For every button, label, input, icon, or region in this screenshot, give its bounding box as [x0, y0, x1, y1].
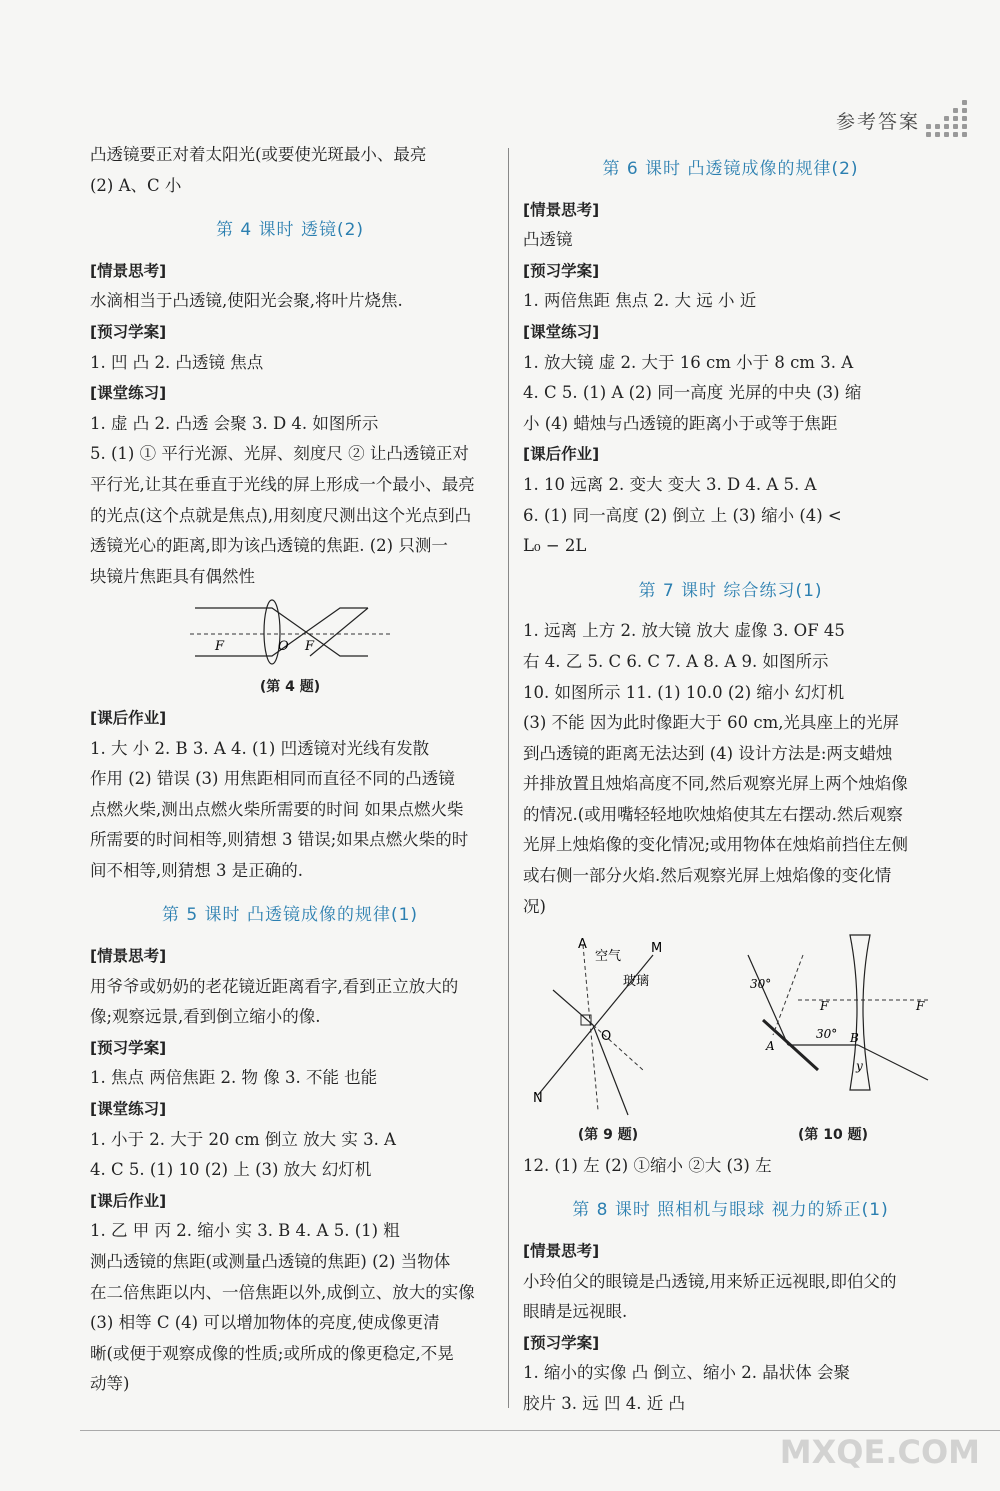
- answer-line: 并排放置且烛焰高度不同,然后观察光屏上两个烛焰像: [523, 774, 908, 794]
- section-heading: [预习学案]: [523, 261, 600, 280]
- lesson-title: 第 8 课时 照相机与眼球 视力的矫正(1): [572, 1200, 889, 1221]
- answer-line: 间不相等,则猜想 3 是正确的.: [90, 860, 303, 880]
- answer-line: 1. 远离 上方 2. 放大镜 放大 虚像 3. OF 45: [523, 621, 845, 641]
- answer-line: 动等): [90, 1374, 130, 1394]
- answer-line: L₀ − 2L: [523, 536, 587, 556]
- fig10-label-f1: F: [820, 999, 829, 1014]
- answer-line: (2) A、C 小: [90, 175, 182, 195]
- lesson-title: 第 6 课时 凸透镜成像的规律(2): [602, 159, 859, 179]
- section-heading: [预习学案]: [523, 1333, 600, 1352]
- section-heading: [情景思考]: [90, 947, 167, 966]
- column-divider: [508, 148, 509, 1408]
- answer-line: 胶片 3. 远 凹 4. 近 凸: [523, 1394, 685, 1413]
- fig10-label-angle2: 30°: [816, 1027, 838, 1042]
- answer-line: 的情况.(或用嘴轻轻地吹烛焰使其左右摆动.然后观察: [523, 804, 903, 824]
- answer-line: 像;观察远景,看到倒立缩小的像.: [90, 1007, 321, 1027]
- fig9-label-a: A: [578, 937, 587, 953]
- section-heading: [情景思考]: [523, 1242, 600, 1261]
- fig10-label-y: y: [856, 1059, 863, 1074]
- figure-10-caption: (第 10 题): [797, 1127, 869, 1144]
- fig9-label-m: M: [651, 941, 663, 957]
- section-heading: [课堂练习]: [90, 384, 167, 403]
- answer-line: 块镜片焦距具有偶然性: [90, 566, 255, 586]
- answer-line: 到凸透镜的距离无法达到 (4) 设计方法是:两支蜡烛: [523, 743, 893, 763]
- answer-line: (3) 相等 C (4) 可以增加物体的亮度,使成像更清: [90, 1313, 440, 1333]
- answer-line: 的光点(这个点就是焦点),用刻度尺测出这个光点到凸: [90, 505, 472, 525]
- answer-line: 右 4. 乙 5. C 6. C 7. A 8. A 9. 如图所示: [523, 651, 829, 671]
- answer-line: 晰(或便于观察成像的性质;或所成的像更稳定,不晃: [90, 1343, 454, 1363]
- lesson-title: 第 5 课时 凸透镜成像的规律(1): [161, 905, 419, 926]
- fig9-label-n: N: [533, 1091, 543, 1107]
- bottom-rule: [80, 1430, 1000, 1431]
- fig10-label-a: A: [766, 1039, 775, 1054]
- answer-line: 小 (4) 蜡烛与凸透镜的距离小于或等于焦距: [523, 413, 838, 433]
- section-heading: [情景思考]: [90, 261, 167, 280]
- answer-line: 光屏上烛焰像的变化情况;或用物体在烛焰前挡住左侧: [523, 835, 909, 855]
- figure-caption: (第 4 题): [259, 679, 321, 696]
- watermark: MXQE.COM: [779, 1433, 980, 1471]
- answer-line: 眼睛是远视眼.: [523, 1302, 628, 1322]
- left-column: [90, 140, 490, 1400]
- fig9-label-air: 空气: [595, 949, 622, 965]
- figure-10: [728, 930, 938, 1151]
- answer-line: 5. (1) ① 平行光源、光屏、刻度尺 ② 让凸透镜正对: [90, 444, 469, 464]
- fig10-label-f2: F: [916, 999, 925, 1014]
- answer-line: 点燃火柴,测出点燃火柴所需要的时间 如果点燃火柴: [90, 799, 464, 819]
- answer-line: 1. 焦点 两倍焦距 2. 物 像 3. 不能 也能: [90, 1068, 378, 1088]
- answer-line: 1. 乙 甲 丙 2. 缩小 实 3. B 4. A 5. (1) 粗: [90, 1221, 400, 1241]
- figure-10-mirror-lens-diagram: [728, 930, 938, 1120]
- fig4-label-f1: F: [215, 639, 225, 655]
- answer-line: 凸透镜要正对着太阳光(或要使光斑最小、最亮: [90, 145, 427, 164]
- figure-9-caption: (第 9 题): [577, 1127, 639, 1144]
- fig10-label-angle1: 30°: [750, 977, 772, 992]
- section-heading: [预习学案]: [90, 1038, 167, 1057]
- right-column: [523, 140, 938, 1420]
- answer-line: (3) 不能 因为此时像距大于 60 cm,光具座上的光屏: [523, 713, 899, 733]
- answer-line: 况): [523, 896, 546, 916]
- section-heading: [课后作业]: [90, 708, 167, 727]
- answer-line: 在二倍焦距以内、一倍焦距以外,成倒立、放大的实像: [90, 1282, 475, 1302]
- dots-decoration-icon: [926, 100, 972, 140]
- answer-line: 作用 (2) 错误 (3) 用焦距相同而直径不同的凸透镜: [90, 769, 455, 789]
- lesson-title: 第 7 课时 综合练习(1): [638, 580, 823, 601]
- answer-line: 所需要的时间相等,则猜想 3 错误;如果点燃火柴的时: [90, 830, 469, 850]
- answer-line: 1. 缩小的实像 凸 倒立、缩小 2. 晶状体 会聚: [523, 1363, 850, 1383]
- fig4-label-f2: F: [305, 639, 315, 655]
- section-heading: [课后作业]: [90, 1191, 167, 1210]
- section-heading: [预习学案]: [90, 322, 167, 341]
- section-heading: [情景思考]: [523, 200, 600, 219]
- answer-line: 平行光,让其在垂直于光线的屏上形成一个最小、最亮: [90, 474, 475, 494]
- answer-line: 或右侧一部分火焰.然后观察光屏上烛焰像的变化情: [523, 866, 892, 886]
- fig9-label-o: O: [601, 1029, 612, 1045]
- answer-line: 4. C 5. (1) 10 (2) 上 (3) 放大 幻灯机: [90, 1160, 372, 1180]
- answer-line: 水滴相当于凸透镜,使阳光会聚,将叶片烧焦.: [90, 291, 403, 311]
- figure-9: [523, 930, 693, 1151]
- answer-line: 1. 10 远离 2. 变大 变大 3. D 4. A 5. A: [523, 474, 817, 494]
- answer-line: 凸透镜: [523, 230, 573, 250]
- answer-line: 1. 两倍焦距 焦点 2. 大 远 小 近: [523, 291, 757, 311]
- answer-line: 1. 放大镜 虚 2. 大于 16 cm 小于 8 cm 3. A: [523, 352, 854, 372]
- header-title: 参考答案: [835, 110, 920, 133]
- lesson-title: 第 4 课时 透镜(2): [215, 220, 365, 241]
- answer-line: 用爷爷或奶奶的老花镜近距离看字,看到正立放大的: [90, 976, 459, 996]
- fig4-label-o: O: [278, 639, 289, 655]
- figure-9-refraction-diagram: [523, 930, 693, 1120]
- header: [836, 100, 972, 140]
- answer-line: 12. (1) 左 (2) ①缩小 ②大 (3) 左: [523, 1155, 772, 1175]
- answer-line: 4. C 5. (1) A (2) 同一高度 光屏的中央 (3) 缩: [523, 383, 862, 403]
- fig9-label-glass: 玻璃: [623, 974, 650, 990]
- section-heading: [课后作业]: [523, 445, 600, 464]
- figures-9-10-row: [523, 930, 938, 1151]
- section-heading: [课堂练习]: [523, 322, 600, 341]
- answer-line: 6. (1) 同一高度 (2) 倒立 上 (3) 缩小 (4) <: [523, 505, 842, 525]
- answer-line: 测凸透镜的焦距(或测量凸透镜的焦距) (2) 当物体: [90, 1252, 451, 1271]
- section-heading: [课堂练习]: [90, 1100, 167, 1119]
- answer-line: 1. 大 小 2. B 3. A 4. (1) 凹透镜对光线有发散: [90, 738, 430, 758]
- answer-line: 小玲伯父的眼镜是凸透镜,用来矫正远视眼,即伯父的: [523, 1271, 897, 1291]
- figure-4-convex-lens-diagram: [190, 598, 390, 666]
- answer-line: 1. 小于 2. 大于 20 cm 倒立 放大 实 3. A: [90, 1129, 396, 1149]
- answer-line: 1. 虚 凸 2. 凸透 会聚 3. D 4. 如图所示: [90, 413, 379, 433]
- answer-line: 1. 凹 凸 2. 凸透镜 焦点: [90, 352, 264, 372]
- answer-line: 透镜光心的距离,即为该凸透镜的焦距. (2) 只测一: [90, 536, 448, 556]
- fig10-label-b: B: [850, 1031, 859, 1046]
- answer-line: 10. 如图所示 11. (1) 10.0 (2) 缩小 幻灯机: [523, 682, 845, 702]
